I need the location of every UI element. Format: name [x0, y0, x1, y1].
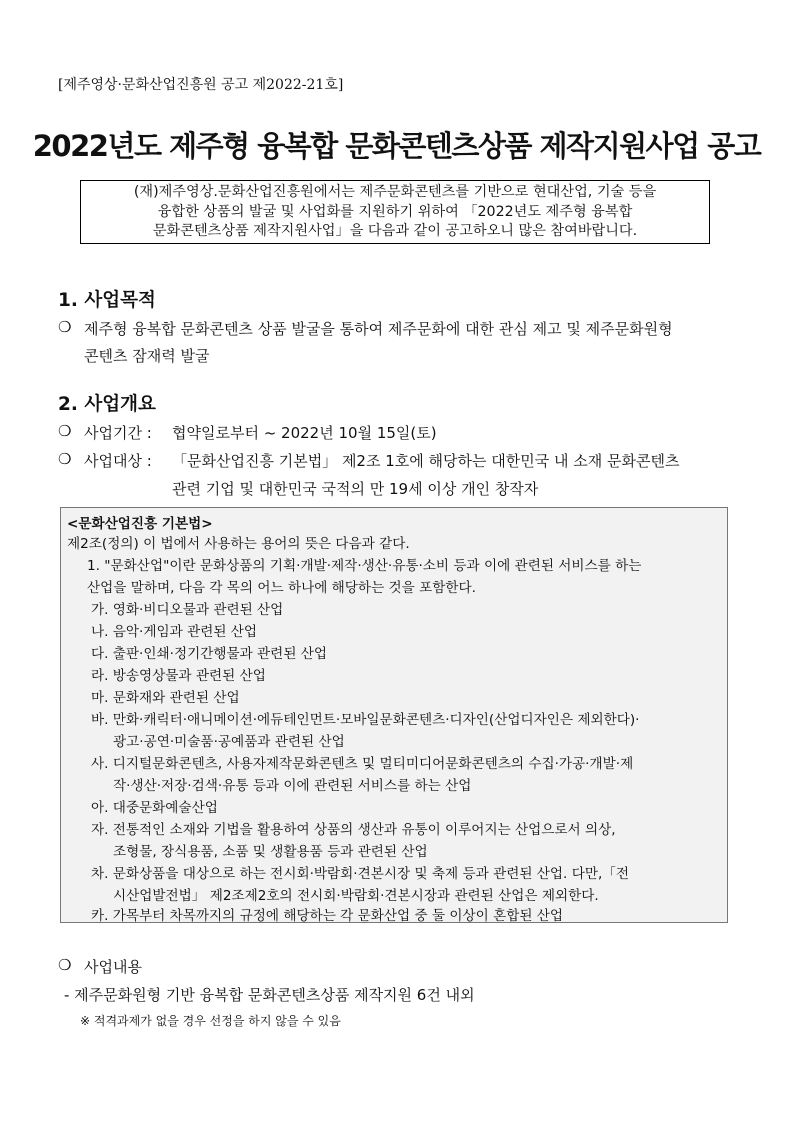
law-item: 1. "문화산업"이란 문화상품의 기획·개발·제작·생산·유통·소비 등과 이에 관련된 서비스를 하는 — [87, 558, 642, 574]
law-sub-item: 마. 문화재와 관련된 산업 — [91, 690, 240, 706]
bullet-icon: ❍ — [58, 318, 72, 336]
target-line: 「문화산업진흥 기본법」 제2조 1호에 해당하는 대한민국 내 소재 문화콘텐츠 — [172, 452, 680, 470]
section2-heading: 2. 사업개요 — [58, 394, 156, 415]
law-sub-item: 카. 가목부터 차목까지의 규정에 해당하는 각 문화산업 중 둘 이상이 혼합된 산업 — [91, 908, 564, 924]
law-box — [60, 507, 728, 923]
target-label: 사업대상 : — [84, 452, 152, 470]
law-heading: <문화산업진흥 기본법> — [67, 516, 213, 532]
law-sub-item: 조형물, 장식용품, 소품 및 생활용품 등과 관련된 산업 — [113, 844, 428, 860]
law-sub-item: 사. 디지털문화콘텐츠, 사용자제작문화콘텐츠 및 멀티미디어문화콘텐츠의 수집·가공·개발·제 — [91, 756, 634, 772]
intro-line: (재)제주영상.문화산업진흥원에서는 제주문화콘텐츠를 기반으로 현대산업, 기술 등을 — [133, 184, 657, 200]
intro-line: 문화콘텐츠상품 제작지원사업」을 다음과 같이 공고하오니 많은 참여바랍니다. — [152, 223, 638, 239]
law-article: 제2조(정의) 이 법에서 사용하는 용어의 뜻은 다음과 같다. — [67, 536, 410, 552]
bullet-icon: ❍ — [58, 450, 72, 468]
law-sub-item: 광고·공연·미술품·공예품과 관련된 산업 — [113, 734, 345, 750]
content-label: 사업내용 — [84, 958, 142, 976]
intro-box — [80, 180, 710, 244]
bullet-icon: ❍ — [58, 956, 72, 974]
content-note: ※ 적격과제가 없을 경우 선정을 하지 않을 수 있음 — [80, 1014, 341, 1028]
law-sub-item: 자. 전통적인 소재와 기법을 활용하여 상품의 생산과 유통이 이루어지는 산업으로서 의상, — [91, 822, 616, 838]
law-sub-item: 가. 영화·비디오물과 관련된 산업 — [91, 602, 284, 618]
notice-number: [제주영상·문화산업진흥원 공고 제2022-21호] — [58, 77, 344, 93]
intro-line: 융합한 상품의 발굴 및 사업화를 지원하기 위하여 「2022년도 제주형 융복합 — [157, 203, 633, 220]
purpose-line: 제주형 융복합 문화콘텐츠 상품 발굴을 통하여 제주문화에 대한 관심 제고 및 제주문화원형 — [84, 320, 673, 338]
purpose-line: 콘텐츠 잠재력 발굴 — [84, 347, 210, 365]
section1-heading: 1. 사업목적 — [58, 290, 156, 311]
law-sub-item: 시산업발전법」 제2조제2호의 전시회·박람회·견본시장과 관련된 산업은 제외한다. — [113, 888, 599, 904]
target-line: 관련 기업 및 대한민국 국적의 만 19세 이상 개인 창작자 — [172, 480, 539, 498]
period-value: 협약일로부터 ~ 2022년 10월 15일(토) — [172, 424, 437, 442]
law-sub-item: 나. 음악·게임과 관련된 산업 — [91, 624, 258, 640]
content-line: - 제주문화원형 기반 융복합 문화콘텐츠상품 제작지원 6건 내외 — [64, 986, 475, 1004]
law-sub-item: 아. 대중문화예술산업 — [91, 800, 218, 816]
law-sub-item: 라. 방송영상물과 관련된 산업 — [91, 668, 266, 684]
law-sub-item: 차. 문화상품을 대상으로 하는 전시회·박람회·견본시장 및 축제 등과 관련된 산업. 다만,「전 — [91, 866, 630, 882]
law-item: 산업을 말하며, 다음 각 목의 어느 하나에 해당하는 것을 포함한다. — [87, 580, 476, 596]
law-sub-item: 작·생산·저장·검색·유통 등과 이에 관련된 서비스를 하는 산업 — [113, 778, 472, 794]
period-label: 사업기간 : — [84, 424, 152, 442]
law-sub-item: 다. 출판·인쇄·정기간행물과 관련된 산업 — [91, 646, 328, 662]
law-sub-item: 바. 만화·캐릭터·애니메이션·에듀테인먼트·모바일문화콘텐츠·디자인(산업디자인은 제외한다)· — [91, 712, 640, 728]
page-title: 2022년도 제주형 융복합 문화콘텐츠상품 제작지원사업 공고 — [32, 129, 761, 163]
bullet-icon: ❍ — [58, 422, 72, 440]
